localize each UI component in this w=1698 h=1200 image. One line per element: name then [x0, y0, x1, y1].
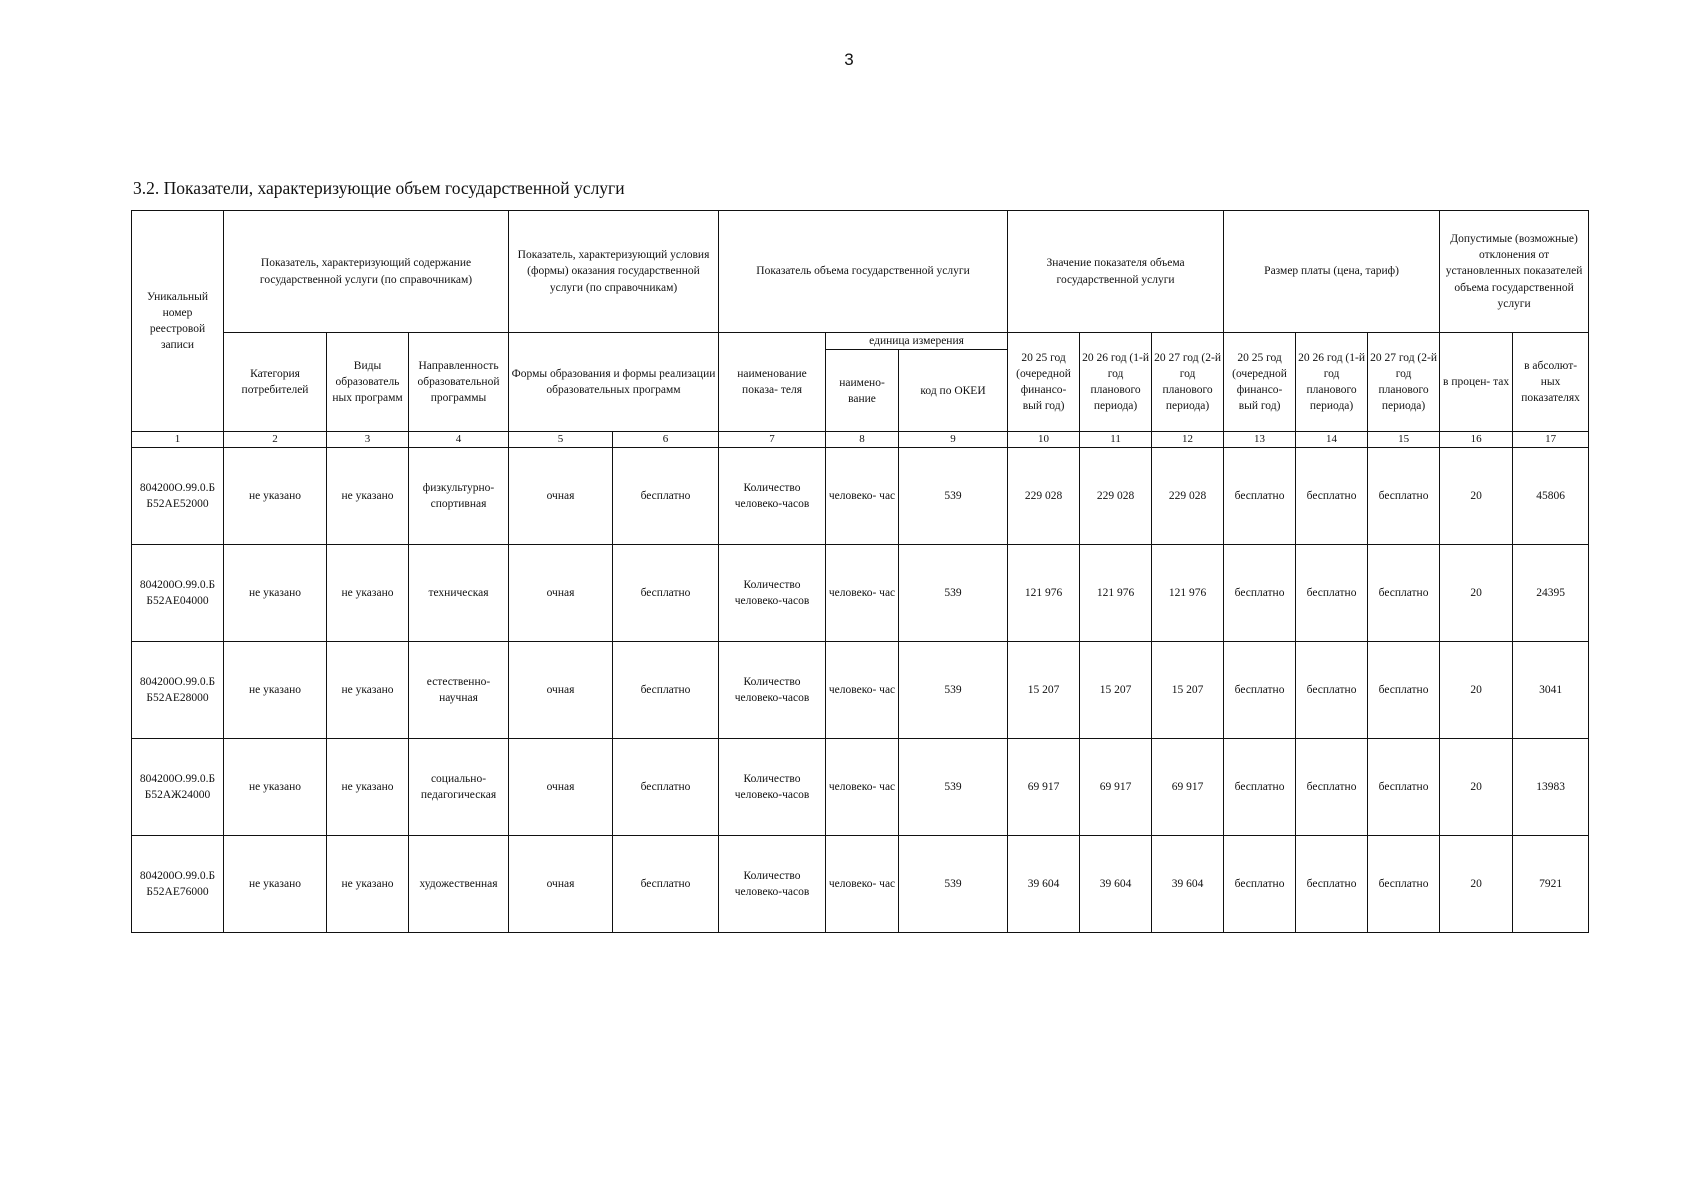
consumer-category-cell: не указано: [224, 545, 327, 642]
indicator-name-cell: Количество человеко-часов: [719, 739, 826, 836]
consumer-category-cell: не указано: [224, 836, 327, 933]
value-2026-cell: 39 604: [1080, 836, 1152, 933]
header-deviations: Допустимые (возможные) отклонения от установленных показателей объема государственной услуги: [1440, 211, 1589, 333]
column-number: 14: [1296, 432, 1368, 448]
header-content-indicator: Показатель, характеризующий содержание государственной услуги (по справочникам): [224, 211, 509, 333]
deviation-absolute-cell: 24395: [1513, 545, 1589, 642]
header-row-sub: [132, 333, 1589, 350]
unit-name-cell: человеко- час: [826, 545, 899, 642]
realization-form-cell: бесплатно: [613, 642, 719, 739]
column-number: 13: [1224, 432, 1296, 448]
header-fee-2025: 20 25 год (очередной финансо- вый год): [1224, 333, 1296, 432]
fee-2027-cell: бесплатно: [1368, 545, 1440, 642]
deviation-percent-cell: 20: [1440, 448, 1513, 545]
realization-form-cell: бесплатно: [613, 448, 719, 545]
education-form-cell: очная: [509, 448, 613, 545]
section-title: 3.2. Показатели, характеризующие объем государственной услуги: [133, 178, 625, 198]
value-2025-cell: 229 028: [1008, 448, 1080, 545]
deviation-absolute-cell: 13983: [1513, 739, 1589, 836]
program-types-cell: не указано: [327, 545, 409, 642]
fee-2025-cell: бесплатно: [1224, 545, 1296, 642]
value-2027-cell: 229 028: [1152, 448, 1224, 545]
table-body: [132, 448, 1589, 933]
fee-2026-cell: бесплатно: [1296, 448, 1368, 545]
value-2027-cell: 69 917: [1152, 739, 1224, 836]
header-education-forms: Формы образования и формы реализации образовательных программ: [509, 333, 719, 432]
program-direction-cell: техническая: [409, 545, 509, 642]
header-year-2026: 20 26 год (1-й год планового периода): [1080, 333, 1152, 432]
value-2026-cell: 69 917: [1080, 739, 1152, 836]
program-direction-cell: социально- педагогическая: [409, 739, 509, 836]
unit-name-cell: человеко- час: [826, 642, 899, 739]
header-volume-value: Значение показателя объема государственной услуги: [1008, 211, 1224, 333]
header-unit: единица измерения: [826, 333, 1008, 350]
indicator-name-cell: Количество человеко-часов: [719, 448, 826, 545]
column-number: 6: [613, 432, 719, 448]
okei-code-cell: 539: [899, 739, 1008, 836]
unit-name-cell: человеко- час: [826, 836, 899, 933]
program-direction-cell: физкультурно- спортивная: [409, 448, 509, 545]
value-2025-cell: 15 207: [1008, 642, 1080, 739]
header-program-types: Виды образователь ных программ: [327, 333, 409, 432]
header-consumer-category: Категория потребителей: [224, 333, 327, 432]
column-number: 11: [1080, 432, 1152, 448]
fee-2025-cell: бесплатно: [1224, 836, 1296, 933]
fee-2025-cell: бесплатно: [1224, 642, 1296, 739]
column-number: 4: [409, 432, 509, 448]
header-volume-indicator: Показатель объема государственной услуги: [719, 211, 1008, 333]
column-number: 3: [327, 432, 409, 448]
header-program-direction: Направленность образовательной программы: [409, 333, 509, 432]
program-types-cell: не указано: [327, 448, 409, 545]
unit-name-cell: человеко- час: [826, 448, 899, 545]
table-row: [132, 545, 1589, 642]
registry-code-cell: 804200О.99.0.Б Б52АЖ24000: [132, 739, 224, 836]
fee-2025-cell: бесплатно: [1224, 448, 1296, 545]
registry-code-cell: 804200О.99.0.Б Б52АЕ76000: [132, 836, 224, 933]
value-2027-cell: 39 604: [1152, 836, 1224, 933]
realization-form-cell: бесплатно: [613, 836, 719, 933]
consumer-category-cell: не указано: [224, 642, 327, 739]
okei-code-cell: 539: [899, 836, 1008, 933]
column-number: 5: [509, 432, 613, 448]
header-unique-number: Уникальный номер реестровой записи: [132, 211, 224, 432]
fee-2026-cell: бесплатно: [1296, 836, 1368, 933]
header-in-absolute: в абсолют- ных показателях: [1513, 333, 1589, 432]
deviation-percent-cell: 20: [1440, 545, 1513, 642]
program-direction-cell: художественная: [409, 836, 509, 933]
column-number: 10: [1008, 432, 1080, 448]
header-fee-2027: 20 27 год (2-й год планового периода): [1368, 333, 1440, 432]
okei-code-cell: 539: [899, 448, 1008, 545]
consumer-category-cell: не указано: [224, 739, 327, 836]
deviation-percent-cell: 20: [1440, 739, 1513, 836]
indicator-name-cell: Количество человеко-часов: [719, 545, 826, 642]
program-types-cell: не указано: [327, 739, 409, 836]
header-unit-name: наимено- вание: [826, 350, 899, 432]
column-number: 8: [826, 432, 899, 448]
column-number: 1: [132, 432, 224, 448]
deviation-absolute-cell: 3041: [1513, 642, 1589, 739]
column-number: 16: [1440, 432, 1513, 448]
header-in-percent: в процен- тах: [1440, 333, 1513, 432]
fee-2026-cell: бесплатно: [1296, 739, 1368, 836]
table-row: [132, 642, 1589, 739]
header-okei-code: код по ОКЕИ: [899, 350, 1008, 432]
value-2026-cell: 15 207: [1080, 642, 1152, 739]
education-form-cell: очная: [509, 836, 613, 933]
fee-2026-cell: бесплатно: [1296, 545, 1368, 642]
column-numbers-row: [132, 432, 1589, 448]
indicator-name-cell: Количество человеко-часов: [719, 836, 826, 933]
value-2026-cell: 229 028: [1080, 448, 1152, 545]
deviation-percent-cell: 20: [1440, 836, 1513, 933]
table-row: [132, 739, 1589, 836]
volume-indicators-table: [131, 210, 1589, 933]
header-row-groups: [132, 211, 1589, 333]
fee-2027-cell: бесплатно: [1368, 448, 1440, 545]
value-2025-cell: 39 604: [1008, 836, 1080, 933]
fee-2026-cell: бесплатно: [1296, 642, 1368, 739]
header-year-2025: 20 25 год (очередной финансо- вый год): [1008, 333, 1080, 432]
column-number: 2: [224, 432, 327, 448]
registry-code-cell: 804200О.99.0.Б Б52АЕ52000: [132, 448, 224, 545]
value-2027-cell: 121 976: [1152, 545, 1224, 642]
column-number: 17: [1513, 432, 1589, 448]
program-types-cell: не указано: [327, 836, 409, 933]
page-number: 3: [844, 50, 854, 69]
fee-2027-cell: бесплатно: [1368, 739, 1440, 836]
column-number: 9: [899, 432, 1008, 448]
header-conditions-indicator: Показатель, характеризующий условия (формы) оказания государственной услуги (по справочникам): [509, 211, 719, 333]
program-direction-cell: естественно- научная: [409, 642, 509, 739]
unit-name-cell: человеко- час: [826, 739, 899, 836]
registry-code-cell: 804200О.99.0.Б Б52АЕ28000: [132, 642, 224, 739]
column-number: 15: [1368, 432, 1440, 448]
okei-code-cell: 539: [899, 642, 1008, 739]
program-types-cell: не указано: [327, 642, 409, 739]
table-row: [132, 448, 1589, 545]
indicator-name-cell: Количество человеко-часов: [719, 642, 826, 739]
header-indicator-name: наименование показа- теля: [719, 333, 826, 432]
header-year-2027: 20 27 год (2-й год планового периода): [1152, 333, 1224, 432]
education-form-cell: очная: [509, 545, 613, 642]
realization-form-cell: бесплатно: [613, 739, 719, 836]
value-2025-cell: 69 917: [1008, 739, 1080, 836]
header-fee-size: Размер платы (цена, тариф): [1224, 211, 1440, 333]
value-2026-cell: 121 976: [1080, 545, 1152, 642]
education-form-cell: очная: [509, 642, 613, 739]
table-row: [132, 836, 1589, 933]
fee-2027-cell: бесплатно: [1368, 642, 1440, 739]
column-number: 7: [719, 432, 826, 448]
education-form-cell: очная: [509, 739, 613, 836]
column-number: 12: [1152, 432, 1224, 448]
fee-2027-cell: бесплатно: [1368, 836, 1440, 933]
okei-code-cell: 539: [899, 545, 1008, 642]
registry-code-cell: 804200О.99.0.Б Б52АЕ04000: [132, 545, 224, 642]
header-fee-2026: 20 26 год (1-й год планового периода): [1296, 333, 1368, 432]
fee-2025-cell: бесплатно: [1224, 739, 1296, 836]
value-2025-cell: 121 976: [1008, 545, 1080, 642]
value-2027-cell: 15 207: [1152, 642, 1224, 739]
deviation-absolute-cell: 45806: [1513, 448, 1589, 545]
deviation-percent-cell: 20: [1440, 642, 1513, 739]
realization-form-cell: бесплатно: [613, 545, 719, 642]
deviation-absolute-cell: 7921: [1513, 836, 1589, 933]
consumer-category-cell: не указано: [224, 448, 327, 545]
